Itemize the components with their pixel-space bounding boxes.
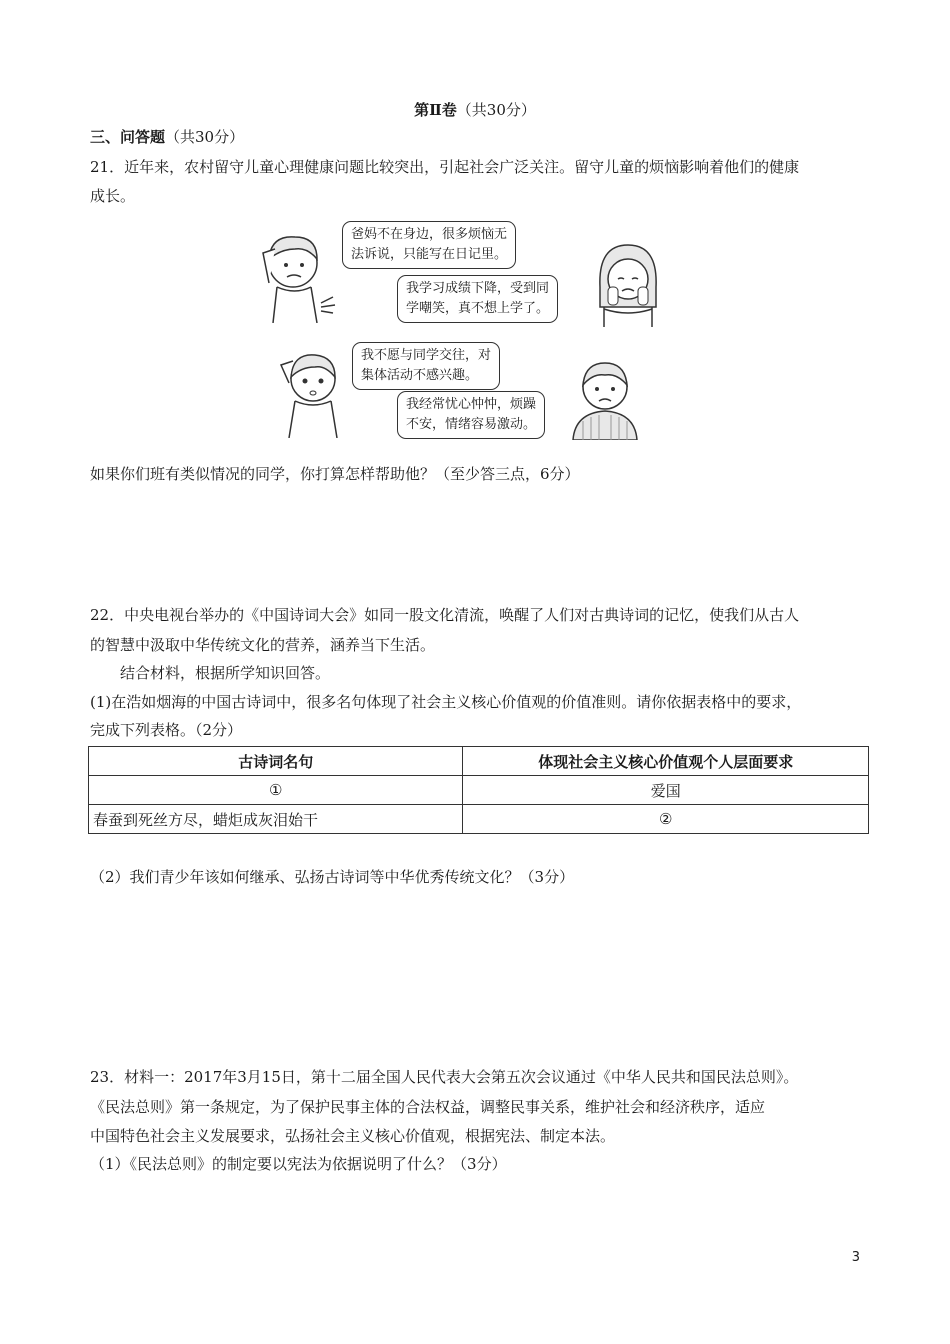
part-title: 第Ⅱ卷（共30分） [414,101,536,119]
q21-illustration [255,215,665,440]
boy-anxious-icon [565,355,645,440]
q21-question: 如果你们班有类似情况的同学，你打算怎样帮助他？（至少答三点，6分） [90,465,580,483]
bubble-2-line2: 学嘲笑，真不想上学了。 [406,301,550,316]
bubble-2 [397,275,558,323]
bubble-3-line1: 我不愿与同学交往，对 [361,348,492,363]
table-cell: ① [89,776,463,805]
table-cell: 爱国 [463,776,869,805]
bubble-4-line1: 我经常忧心忡忡，烦躁 [406,397,537,412]
bubble-4-line2: 不安，情绪容易激动。 [406,417,537,432]
q23-text-line2: 《民法总则》第一条规定，为了保护民事主体的合法权益，调整民事关系，维护社会和经济秩序，适应 [90,1098,766,1116]
q23-sub1: （1）《民法总则》的制定要以宪法为依据说明了什么？（3分） [90,1155,507,1173]
boy-worried-icon [255,223,340,323]
bubble-4 [397,391,545,439]
q21-text-line2: 成长。 [90,187,136,205]
table-header-row [89,747,869,776]
q22-table [88,746,869,834]
girl-confused-icon [275,343,353,438]
girl-sad-icon [590,237,665,327]
page-number: 3 [851,1250,860,1265]
q22-sub2: （2）我们青少年该如何继承、弘扬古诗词等中华优秀传统文化？（3分） [90,868,575,886]
q21-text-line1: 21．近年来，农村留守儿童心理健康问题比较突出，引起社会广泛关注。留守儿童的烦恼影响着他们的健康 [90,158,800,176]
bubble-1-line2: 法诉说，只能写在日记里。 [351,247,508,262]
section-heading: 三、问答题（共30分） [90,128,245,146]
bubble-1 [342,221,516,269]
q22-instruction: 结合材料，根据所学知识回答。 [120,664,331,682]
bubble-2-line1: 我学习成绩下降，受到同 [406,281,550,296]
table-row [89,805,869,834]
table-cell: ② [463,805,869,834]
q23-text-line1: 23．材料一：2017年3月15日，第十二届全国人民代表大会第五次会议通过《中华人民共和国民法总则》。 [90,1068,799,1086]
bubble-3 [352,342,500,390]
table-cell: 春蚕到死丝方尽，蜡炬成灰泪始干 [89,805,463,834]
q22-sub1-line2: 完成下列表格。（2分） [90,721,243,739]
bubble-1-line1: 爸妈不在身边，很多烦恼无 [351,227,508,242]
table-row [89,776,869,805]
bubble-3-line2: 集体活动不感兴趣。 [361,368,479,383]
table-header: 古诗词名句 [89,747,463,776]
q22-text-line2: 的智慧中汲取中华传统文化的营养，涵养当下生活。 [90,636,436,654]
q22-text-line1: 22．中央电视台举办的《中国诗词大会》如同一股文化清流，唤醒了人们对古典诗词的记忆，使我们从古人 [90,606,800,624]
table-header: 体现社会主义核心价值观个人层面要求 [463,747,869,776]
q22-sub1-line1: (1)在浩如烟海的中国古诗词中，很多名句体现了社会主义核心价值观的价值准则。请你依据表格中的要求， [90,693,802,711]
q23-text-line3: 中国特色社会主义发展要求，弘扬社会主义核心价值观，根据宪法、制定本法。 [90,1127,616,1145]
